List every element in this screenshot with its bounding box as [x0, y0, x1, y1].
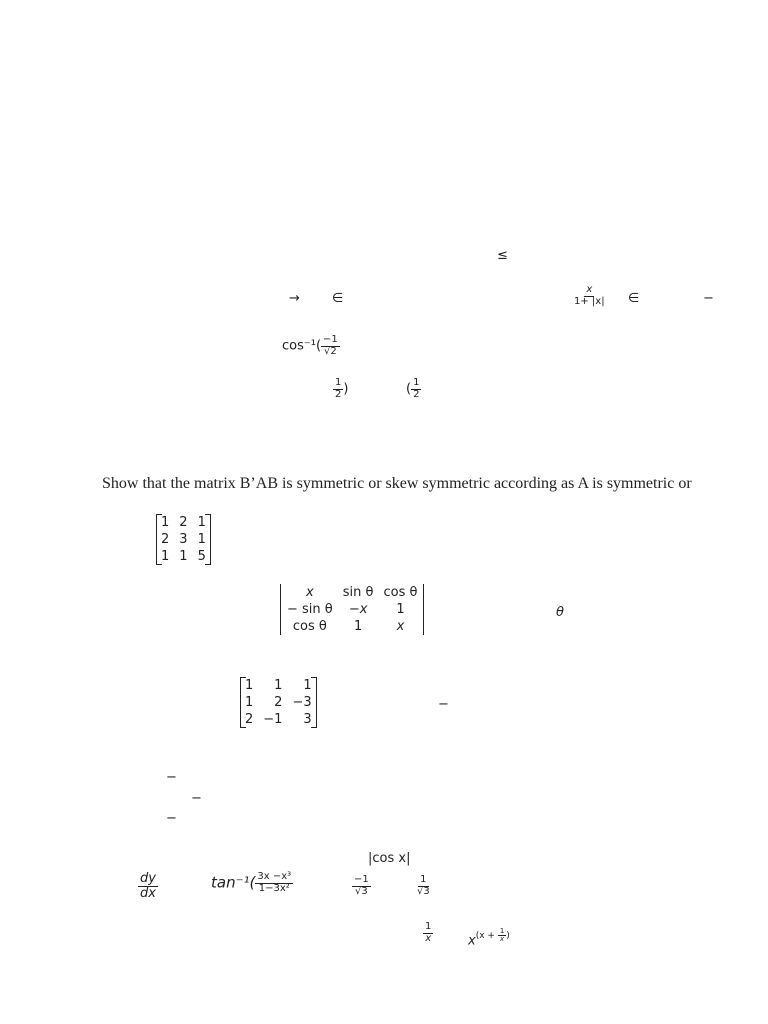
- matrix2-row: [240, 677, 317, 694]
- matrix2-cell: 3: [303, 712, 312, 727]
- matrix2-cell: 1: [245, 695, 254, 710]
- matrix1-cell: 1: [197, 515, 206, 530]
- dy-dx-fraction: $\frac{dy}{dx}$: [140, 871, 156, 901]
- element-of-symbol: ∈: [332, 291, 344, 306]
- matrix1-cell: 2: [161, 532, 170, 547]
- minus-symbol-3: −: [166, 770, 177, 785]
- fraction-x-over-abs: $\frac{x}{1+ |x|}$: [574, 284, 605, 307]
- matrix2-cell: −3: [292, 695, 312, 710]
- determinant-grid: [282, 584, 422, 635]
- neg-inv-sqrt3-fraction: $\frac{-1}{√3}$: [354, 874, 369, 897]
- minus-symbol-4: −: [191, 791, 202, 806]
- matrix-2: [240, 677, 317, 728]
- power-expression: $x^{(x + \frac{1}{x} )}$: [468, 927, 510, 949]
- matrix2-cell: 2: [274, 695, 283, 710]
- inv-sqrt3-fraction: $\frac{1}{√3}$: [417, 874, 430, 897]
- matrix-1: [156, 514, 211, 565]
- arrow-symbol: →: [289, 291, 300, 306]
- minus-symbol: −: [703, 291, 714, 306]
- leq-symbol: ≤: [497, 248, 508, 263]
- matrix1-row: [156, 531, 211, 548]
- matrix2-cell: 2: [245, 712, 254, 727]
- determinant-row: [282, 618, 422, 635]
- matrix-2-grid: [240, 677, 317, 728]
- determinant-row: [282, 584, 422, 601]
- determinant: [280, 584, 424, 635]
- matrix1-cell: 1: [161, 515, 170, 530]
- determinant-cell: −x: [348, 602, 368, 617]
- minus-symbol-2: −: [438, 697, 449, 712]
- determinant-cell: cos θ: [292, 619, 327, 634]
- determinant-cell: 1: [396, 602, 405, 617]
- matrix1-cell: 2: [179, 515, 188, 530]
- matrix2-cell: 1: [303, 678, 312, 693]
- determinant-cell: − sin θ: [287, 602, 333, 617]
- minus-symbol-5: −: [166, 811, 177, 826]
- determinant-cell: x: [306, 585, 314, 600]
- problem-statement: Show that the matrix B’AB is symmetric or skew symmetric according as A is symmetric or: [102, 475, 692, 492]
- half-fraction-a: $\frac{1}{2}$ ): [335, 377, 349, 400]
- matrix2-cell: 1: [245, 678, 254, 693]
- determinant-cell: 1: [353, 619, 363, 634]
- half-fraction-b: ( $\frac{1}{2}$: [406, 377, 420, 400]
- matrix2-row: [240, 711, 317, 728]
- matrix1-row: [156, 548, 211, 565]
- arccos-expression: cos⁻¹( $\frac{-1}{√2}$: [282, 334, 338, 357]
- matrix1-cell: 3: [179, 532, 188, 547]
- matrix1-cell: 1: [197, 532, 206, 547]
- matrix1-cell: 5: [197, 549, 206, 564]
- matrix2-cell: 1: [274, 678, 283, 693]
- element-of-symbol-2: ∈: [628, 291, 640, 306]
- matrix-1-grid: [156, 514, 211, 565]
- matrix2-row: [240, 694, 317, 711]
- inv-x-fraction: $\frac{1}{x}$: [425, 921, 432, 944]
- determinant-row: [282, 601, 422, 618]
- determinant-cell: sin θ: [342, 585, 374, 600]
- determinant-cell: x: [396, 619, 405, 634]
- matrix2-cell: −1: [263, 712, 283, 727]
- abs-cos-expression: |cos x|: [368, 851, 411, 866]
- theta-symbol: θ: [556, 605, 564, 620]
- matrix1-cell: 1: [161, 549, 170, 564]
- determinant-cell: cos θ: [383, 585, 418, 600]
- matrix1-cell: 1: [179, 549, 188, 564]
- matrix1-row: [156, 514, 211, 531]
- arctan-expression: tan⁻¹( $\frac{\text{3x −x³}}{\text{1−3x²}}$: [211, 871, 292, 894]
